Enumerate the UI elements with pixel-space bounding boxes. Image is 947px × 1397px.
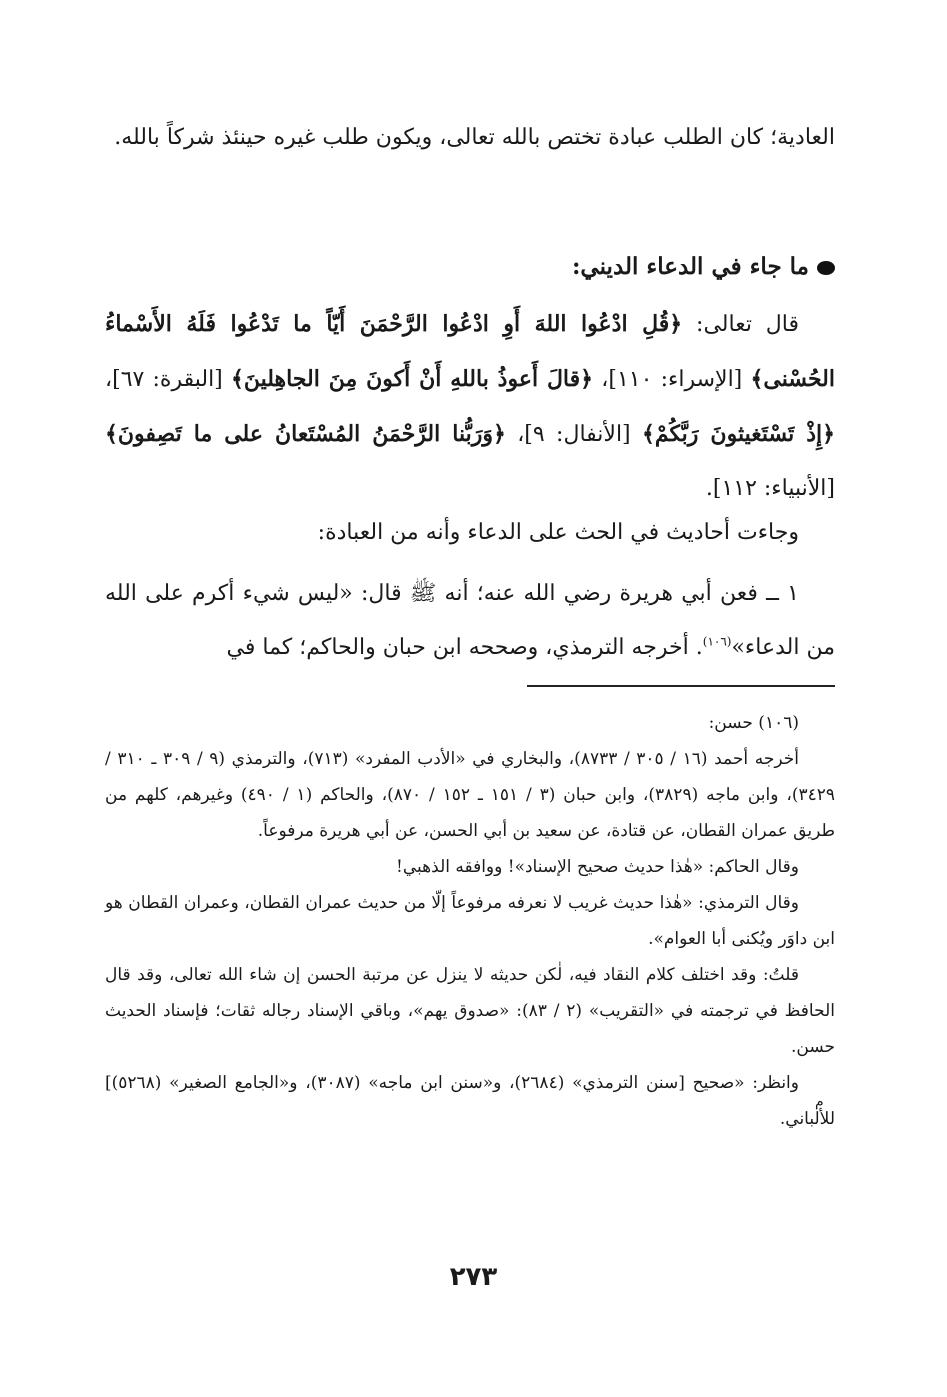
section-heading: [105, 240, 835, 294]
footnote-label: (١٠٦) حسن:: [708, 713, 799, 733]
hadith-intro-text: وجاءت أحاديث في الحث على الدعاء وأنه من العبادة:: [317, 520, 799, 545]
verse-3: ﴿إِذْ تَسْتَغيثونَ رَبَّكُمْ﴾: [642, 421, 836, 447]
intro-paragraph: [105, 111, 835, 165]
hadith-1-source: . أخرجه الترمذي، وصححه ابن حبان والحاكم؛ كما في: [226, 635, 703, 660]
page-number: ٢٧٣: [449, 1262, 498, 1292]
footnotes: [105, 705, 835, 1137]
section-heading-text: ما جاء في الدعاء الديني:: [571, 253, 809, 280]
verses-paragraph: [105, 297, 835, 516]
verse-3-ref: [الأنفال: ٩]،: [517, 422, 631, 447]
verse-1: ﴿قُلِ ادْعُوا اللهَ أَوِ ادْعُوا الرَّحْمَنَ أَيّاً ما تَدْعُوا فَلَهُ الأَسْماءُ الحُسْنى﴾: [105, 311, 835, 392]
verse-1-ref: [الإسراء: ١١٠]،: [601, 367, 743, 392]
verses-lead: قال تعالى:: [696, 312, 800, 337]
footnote-para-2: وقال الحاكم: «هٰذا حديث صحيح الإسناد»! ووافقه الذهبي!: [396, 857, 799, 877]
verse-2-ref: [البقرة: ٦٧]،: [105, 367, 223, 392]
verse-2: ﴿قالَ أَعوذُ باللهِ أَنْ أَكونَ مِنَ الجاهِلينَ﴾: [230, 366, 594, 392]
hadith-intro: [105, 506, 835, 560]
footnote-para-3: وقال الترمذي: «هٰذا حديث غريب لا نعرفه مرفوعاً إلّا من حديث عمران القطان، وعمران القطان هو ابن داوَر ويُكنى أبا العوام».: [105, 893, 835, 949]
footnote-para-5: وانظر: «صحيح [سنن الترمذي» (٢٦٨٤)، و«سنن ابن ماجه» (٣٠٨٧)، و«الجامع الصغير» (٥٢٦٨)] للألباني.: [105, 1073, 835, 1129]
margin-mark: م: [815, 1094, 824, 1110]
footnote-ref-106[interactable]: (١٠٦): [702, 634, 732, 649]
footnote-para-4: قلتُ: وقد اختلف كلام النقاد فيه، لٰكن حديثه لا ينزل عن مرتبة الحسن إن شاء الله تعالى، وقد قال الحافظ في ترجمته في «التقريب» (٢ / ٨٣): «صدوق يهم»، وباقي الإسناد رجاله ثقات؛ فإسناد الحديث حسن.: [105, 965, 835, 1057]
footnote-para-1: أخرجه أحمد (١٦ / ٣٠٥ / ٨٧٣٣)، والبخاري في «الأدب المفرد» (٧١٣)، والترمذي (٩ / ٣٠٩ ـ ٣١٠ / ٣٤٢٩)، وابن ماجه (٣٨٢٩)، وابن حبان (٣ / ١٥١ ـ ١٥٢ / ٨٧٠)، والحاكم (١ / ٤٩٠) وغيرهم، كلهم من طريق عمران القطان، عن قتادة، عن سعيد بن أبي الحسن، عن أبي هريرة مرفوعاً.: [105, 749, 835, 841]
verse-4-ref: [الأنبياء: ١١٢].: [705, 476, 835, 501]
footnote-divider: [527, 685, 835, 687]
intro-line-1: العادية؛ كان الطلب عبادة تختص بالله تعالى، ويكون طلب غيره حينئذ شركاً: [166, 125, 835, 150]
intro-line-2: بالله.: [114, 125, 160, 150]
hadith-1-text: ١ ــ فعن أبي هريرة رضي الله عنه؛ أنه ﷺ قال: «ليس شيء أكرم على الله من الدعاء»: [105, 581, 835, 660]
bullet-icon: [817, 261, 835, 275]
hadith-1-paragraph: [105, 567, 835, 675]
verse-4: ﴿وَرَبُّنا الرَّحْمَنُ المُسْتَعانُ على ما تَصِفونَ﴾: [105, 421, 506, 447]
